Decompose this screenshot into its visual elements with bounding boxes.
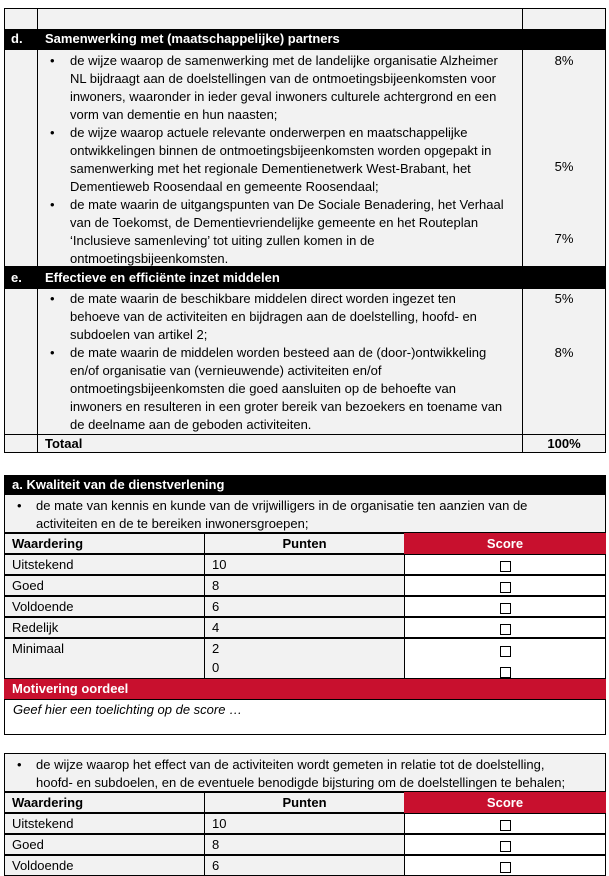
rating-label: Uitstekend: [4, 554, 205, 575]
rating-points: 6: [204, 596, 405, 617]
rating-points: 10: [204, 554, 405, 575]
motivation-input[interactable]: Geef hier een toelichting op de score …: [4, 699, 606, 735]
score-checkbox[interactable]: [500, 667, 511, 678]
weight-value: 5%: [554, 159, 574, 174]
score-cell: [404, 638, 606, 679]
table-cell: [4, 49, 38, 267]
criterion-cell: [4, 753, 606, 792]
section-title: Samenwerking met (maatschappelijke) partners: [45, 31, 340, 46]
rating-label: Minimaal: [4, 638, 205, 679]
score-checkbox[interactable]: [500, 820, 511, 831]
criterion-cell: [4, 494, 606, 533]
motivation-title: Motivering oordeel: [4, 679, 606, 699]
rating-points: 6: [204, 855, 405, 876]
criterion-item: • de wijze waarop het effect van de activiteiten wordt gemeten in relatie tot de doelstelling, hoofd- en subdoelen, en de eventuele benodigde bijsturing om de doelstellingen te behalen;: [5, 756, 605, 792]
table-title: a. Kwaliteit van de dienstverlening: [4, 475, 606, 494]
score-checkbox[interactable]: [500, 841, 511, 852]
score-checkbox[interactable]: [500, 624, 511, 635]
weight-value: 8%: [554, 53, 574, 68]
rating-label: Goed: [4, 834, 205, 855]
criterion-item: • de mate waarin de uitgangspunten van De Sociale Benadering, het Verhaal van de Toekomst, de Dementievriendelijke gemeente en het Routeplan ‘Inclusieve samenleving’ tot uiting zullen komen in de ontmoetingsbijeenkomsten.: [38, 196, 522, 268]
rating-points: 4: [204, 617, 405, 638]
header-waardering: Waardering: [4, 533, 205, 554]
rating-points: 10: [204, 813, 405, 834]
rating-label: Voldoende: [4, 596, 205, 617]
rating-label: Voldoende: [4, 855, 205, 876]
total-value: 100%: [522, 434, 606, 453]
table-cell: [4, 434, 38, 453]
criterion-item: • de mate van kennis en kunde van de vrijwilligers in de organisatie ten aanzien van de activiteiten en de te bereiken inwonersgroepen;: [5, 497, 605, 533]
weights-column-d: [522, 49, 606, 267]
table-cell: [4, 288, 38, 435]
table-cell: [4, 8, 38, 30]
header-punten: Punten: [204, 792, 405, 813]
weight-value: 5%: [554, 291, 574, 306]
total-label: Totaal: [37, 434, 523, 453]
table-cell: [37, 8, 523, 30]
section-header-d: [4, 29, 606, 49]
score-checkbox[interactable]: [500, 561, 511, 572]
criterion-item: • de wijze waarop de samenwerking met de landelijke organisatie Alzheimer NL bijdraagt aan de doelstellingen van de ontmoetingsbijeenkomsten voor inwoners, waaronder in ieder geval inwoners culturele achtergrond en een vorm van dementie en hun naasten;: [38, 52, 522, 124]
header-score: Score: [404, 792, 606, 813]
score-checkbox[interactable]: [500, 582, 511, 593]
score-checkbox[interactable]: [500, 646, 511, 657]
rating-label: Redelijk: [4, 617, 205, 638]
criterion-item: • de mate waarin de beschikbare middelen direct worden ingezet ten behoeve van de activiteiten en bijdragen aan de doelstelling, hoofd- en subdoelen van artikel 2;: [38, 290, 522, 344]
rating-points: 2 0: [204, 638, 405, 679]
header-waardering: Waardering: [4, 792, 205, 813]
criteria-list-e: [37, 288, 523, 435]
section-letter: e.: [11, 270, 22, 285]
header-score: Score: [404, 533, 606, 554]
section-header-e: [4, 267, 606, 288]
weight-value: 7%: [554, 231, 574, 246]
rating-points: 8: [204, 834, 405, 855]
section-title: Effectieve en efficiënte inzet middelen: [45, 270, 280, 285]
criteria-list-d: [37, 49, 523, 267]
score-cell: [404, 855, 606, 876]
weights-column-e: [522, 288, 606, 435]
rating-points: 8: [204, 575, 405, 596]
weight-value: 8%: [554, 345, 574, 360]
score-cell: [404, 813, 606, 834]
score-checkbox[interactable]: [500, 862, 511, 873]
score-cell: [404, 575, 606, 596]
score-checkbox[interactable]: [500, 603, 511, 614]
score-cell: [404, 834, 606, 855]
section-letter: d.: [11, 31, 23, 46]
score-cell: [404, 554, 606, 575]
criterion-item: • de mate waarin de middelen worden besteed aan de (door-)ontwikkeling en/of organisatie van (vernieuwende) activiteiten en/of ontmoetingsbijeenkomsten die goed aansluiten op de behoefte van inwoners en resulteren in een groter bereik van bezoekers en toename van de deelname aan de geboden activiteiten.: [38, 344, 522, 434]
rating-label: Uitstekend: [4, 813, 205, 834]
rating-label: Goed: [4, 575, 205, 596]
table-cell: [522, 8, 606, 30]
criterion-item: • de wijze waarop actuele relevante onderwerpen en maatschappelijke ontwikkelingen binnen de ontmoetingsbijeenkomsten worden opgepakt in samenwerking met het regionale Dementienetwerk West-Brabant, het Dementieweb Roosendaal en gemeente Roosendaal;: [38, 124, 522, 196]
header-punten: Punten: [204, 533, 405, 554]
score-cell: [404, 596, 606, 617]
score-cell: [404, 617, 606, 638]
